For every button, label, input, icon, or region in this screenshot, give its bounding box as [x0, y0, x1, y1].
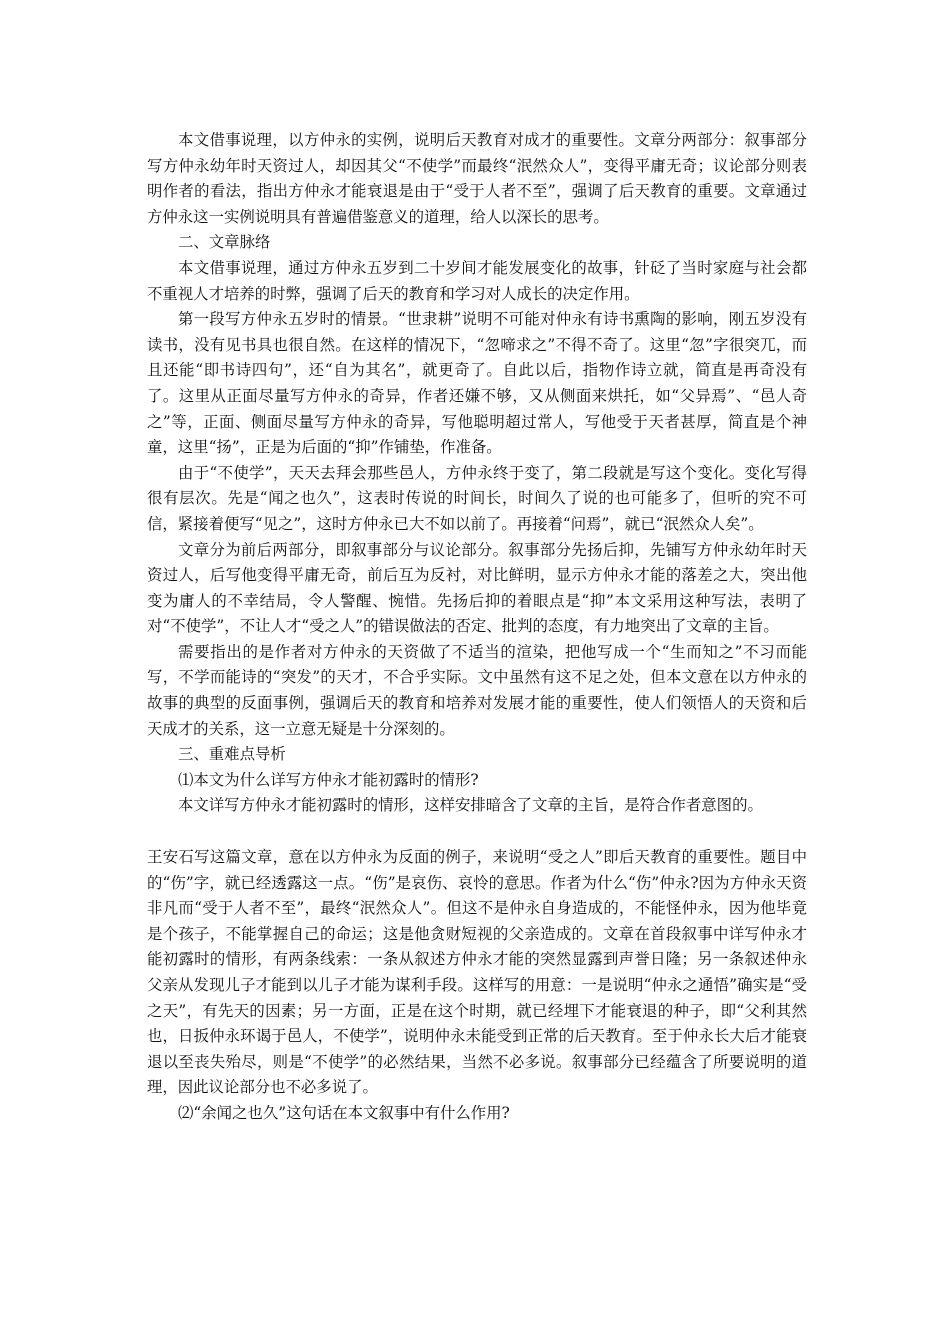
document-body [147, 128, 807, 1127]
paragraph-gap [147, 819, 807, 845]
answer-1-detail: 王安石写这篇文章，意在以方仲永为反面的例子，来说明“受之人”即后天教育的重要性。题目中的“伤”字，就已经透露这一点。“伤”是哀伤、哀怜的意思。作者为什么“伤”仲永?因为方仲永天资非凡而“受于人者不至”，最终“泯然众人”。但这不是仲永自身造成的，不能怪仲永，因为他毕竟是个孩子，不能掌握自己的命运；这是他贪财短视的父亲造成的。文章在首段叙事中详写仲永才能初露时的情形，有两条线索：一条从叙述方仲永才能的突然显露到声誉日隆；另一条叙述仲永父亲从发现儿子才能到以儿子才能为谋利手段。这样写的用意：一是说明“仲永之通悟”确实是“受之天”，有先天的因素；另一方面，正是在这个时期，就已经埋下才能衰退的种子，即“父利其然也，日扳仲永环谒于邑人，不使学”，说明仲永未能受到正常的后天教育。至于仲永长大后才能衰退以至丧失殆尽，则是“不使学”的必然结果，当然不必多说。叙事部分已经蕴含了所要说明的道理，因此议论部分也不必多说了。 [147, 848, 807, 1097]
paragraph-intro: 本文借事说理，以方仲永的实例，说明后天教育对成才的重要性。文章分两部分：叙事部分写方仲永幼年时天资过人，却因其父“不使学”而最终“泯然众人”，变得平庸无奇；议论部分则表明作者的看法，指出方仲永才能衰退是由于“受于人者不至”，强调了后天教育的重要。文章通过方仲永这一实例说明具有普遍借鉴意义的道理，给人以深长的思考。 [147, 131, 807, 226]
section-heading-2: 二、文章脉络 [178, 233, 271, 252]
paragraph-critique: 需要指出的是作者对方仲永的天资做了不适当的渲染，把他写成一个“生而知之”不习而能写，不学而能诗的“突发”的天才，不合乎实际。文中虽然有这不足之处，但本文意在以方仲永的故事的典型的反面事例，强调后天的教育和培养对发展才能的重要性，使人们领悟人的天资和后天成才的关系，这一立意无疑是十分深刻的。 [147, 642, 807, 738]
question-1: ⑴本文为什么详写方仲永才能初露时的情形? [178, 770, 479, 789]
paragraph-second-section: 由于“不使学”，天天去拜会那些邑人，方仲永终于变了，第二段就是写这个变化。变化写得很有层次。先是“闻之也久”，这表时传说的时间长，时间久了说的也可能多了，但听的究不可信，紧接着便写“见之”，这时方仲永已大不如以前了。再接着“问焉”，就已“泯然众人矣”。 [147, 463, 807, 533]
paragraph-context: 本文借事说理，通过方仲永五岁到二十岁间才能发展变化的故事，针砭了当时家庭与社会都不重视人才培养的时弊，强调了后天的教育和学习对人成长的决定作用。 [147, 258, 807, 303]
paragraph-first-section: 第一段写方仲永五岁时的情景。“世隶耕”说明不可能对仲永有诗书熏陶的影响，刚五岁没有读书，没有见书具也很自然。在这样的情况下，“忽啼求之”不得不奇了。这里“忽”字很突兀，而且还能“即书诗四句”，还“自为其名”，就更奇了。自此以后，指物作诗立就，简直是再奇没有了。这里从正面尽量写方仲永的奇异，作者还嫌不够，又从侧面来烘托，如“父异焉”、“邑人奇之”等，正面、侧面尽量写方仲永的奇异，写他聪明超过常人，写他受于天者甚厚，简直是个神童，这里“扬”，正是为后面的“抑”作铺垫，作准备。 [147, 310, 807, 457]
question-2: ⑵“余闻之也久”这句话在本文叙事中有什么作用? [178, 1103, 510, 1122]
section-heading-3: 三、重难点导析 [178, 745, 286, 764]
paragraph-structure: 文章分为前后两部分，即叙事部分与议论部分。叙事部分先扬后抑，先铺写方仲永幼年时天资过人，后写他变得平庸无奇，前后互为反衬，对比鲜明，显示方仲永才能的落差之大，突出他变为庸人的不幸结局，令人警醒、惋惜。先扬后抑的着眼点是“抑”本文采用这种写法，表明了对“不使学”，不让人才“受之人”的错误做法的否定、批判的态度，有力地突出了文章的主旨。 [147, 540, 807, 636]
answer-1-summary: 本文详写方仲永才能初露时的情形，这样安排暗含了文章的主旨，是符合作者意图的。 [178, 796, 763, 815]
